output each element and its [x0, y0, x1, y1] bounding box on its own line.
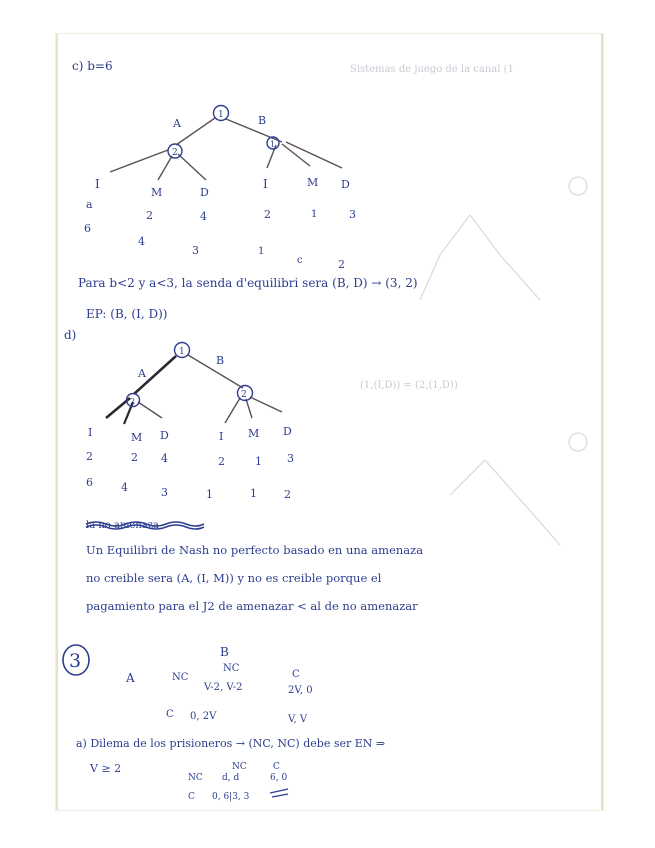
p3-cell-c-nc: 0, 2V — [190, 711, 217, 722]
c-pay-4: 1 — [311, 209, 318, 220]
d-text-line-2: no creible sera (A, (I, M)) y no es creible porque el — [86, 571, 382, 585]
d-pay-r2-3: 1 — [206, 488, 213, 501]
p3s-cell-2: 6, 0 — [270, 773, 288, 783]
d-pay-r1-5: 3 — [287, 452, 294, 465]
d-text-line-3: pagamiento para el J2 de amenazar < al de no amenazar — [86, 599, 418, 613]
c-para-line: Para b<2 y a<3, la senda d'equilibri sera (B, D) → (3, 2) — [78, 276, 418, 290]
c-leaf-r2: M — [307, 176, 319, 189]
c-pay-5: 3 — [349, 208, 356, 221]
c-pay-8: 1 — [258, 246, 265, 257]
d-leaf-r1: I — [219, 430, 224, 443]
d-leaf-r2: M — [248, 427, 260, 440]
p3-row-player: A — [126, 671, 135, 685]
d-pay-r2-2: 3 — [161, 486, 168, 499]
c-pay-3: 2 — [264, 208, 271, 221]
ghost-top-text: Sistemas de juego de la canal (1 — [350, 64, 514, 75]
c-pay-2: 4 — [200, 210, 207, 223]
d-pay-r2-5: 2 — [284, 488, 291, 501]
p3-col-c: C — [292, 669, 300, 680]
p3-cell-nc-nc: V-2, V-2 — [204, 682, 243, 693]
p3s-row-nc: NC — [188, 773, 203, 783]
d-pay-r2-4: 1 — [250, 487, 257, 500]
bleed-through — [350, 64, 587, 545]
p3-row-c: C — [166, 709, 174, 720]
c-var-6: 6 — [84, 222, 91, 235]
c-node-left: 2 — [172, 148, 178, 158]
ghost-circle — [569, 177, 587, 195]
d-payoffs — [86, 450, 294, 501]
d-node-right: 2 — [241, 390, 247, 400]
c-pay-6: 4 — [138, 235, 145, 248]
c-leaf-l3: D — [200, 186, 209, 199]
p3-small-matrix — [188, 762, 288, 802]
c-branch-b: B — [258, 114, 267, 127]
p3s-cell-1: d, d — [222, 773, 240, 783]
d-pay-r1-0: 2 — [86, 450, 93, 463]
c-leaf-r1: I — [263, 177, 268, 191]
d-leaf-l3: D — [160, 429, 169, 442]
d-root-label: 1 — [179, 347, 185, 357]
p3s-col-c: C — [273, 762, 280, 772]
d-leaf-l1: I — [88, 426, 93, 439]
problem-3-number: 3 — [69, 650, 82, 672]
c-ep-line: EP: (B, (I, D)) — [86, 307, 168, 321]
c-branch-a: A — [173, 117, 181, 130]
part-c-header: c) b=6 — [72, 59, 113, 73]
c-var-a: a — [86, 198, 93, 211]
d-pay-r2-0: 6 — [86, 476, 93, 489]
p3s-col-nc: NC — [232, 762, 247, 772]
c-pay-7: 3 — [192, 244, 199, 257]
ghost-mid-text: (1,(I,D)) = (2,(1,D)) — [360, 380, 458, 391]
c-pay-10: 2 — [338, 258, 345, 271]
c-node-right: 1 — [270, 140, 276, 149]
p3-a-line: a) Dilema de los prisioneros → (NC, NC) debe ser EN ⇒ — [76, 737, 386, 750]
d-node-left: 2 — [130, 397, 136, 406]
d-pay-r1-1: 2 — [131, 451, 138, 464]
d-pay-r2-1: 4 — [121, 481, 128, 494]
d-branch-b: B — [216, 354, 225, 367]
d-leaf-r3: D — [283, 425, 292, 438]
c-leaf-r3: D — [341, 178, 350, 191]
d-pay-r1-2: 4 — [161, 452, 168, 465]
scribbled-out-text — [86, 520, 204, 531]
p3-col-player: B — [220, 645, 229, 659]
part-d-tree — [106, 343, 282, 425]
p3-cell-nc-c: 2V, 0 — [288, 685, 313, 696]
d-branch-a: A — [138, 367, 146, 380]
d-pay-r1-4: 1 — [255, 455, 262, 468]
p3-col-nc: NC — [223, 663, 240, 674]
d-pay-r1-3: 2 — [218, 455, 225, 468]
p3-condition: V ≥ 2 — [90, 762, 122, 775]
d-leaf-l2: M — [131, 431, 143, 444]
d-text-line-1: Un Equilibri de Nash no perfecto basado en una amenaza — [86, 543, 424, 557]
c-pay-1: 2 — [146, 209, 153, 222]
part-d-header: d) — [64, 328, 77, 342]
c-root-label: 1 — [218, 110, 224, 120]
part-c-tree — [110, 106, 342, 181]
p3s-cells-c: 0, 6|3, 3 — [212, 792, 250, 802]
p3-row-nc: NC — [172, 672, 189, 683]
c-pay-9: c — [297, 255, 303, 266]
p3s-row-c: C — [188, 792, 195, 802]
c-leaf-l1: I — [95, 177, 100, 191]
p3-cell-c-c: V, V — [288, 714, 308, 725]
d-scribble-text: la no amenaza — [86, 520, 159, 531]
c-leaf-l2: M — [151, 186, 163, 199]
